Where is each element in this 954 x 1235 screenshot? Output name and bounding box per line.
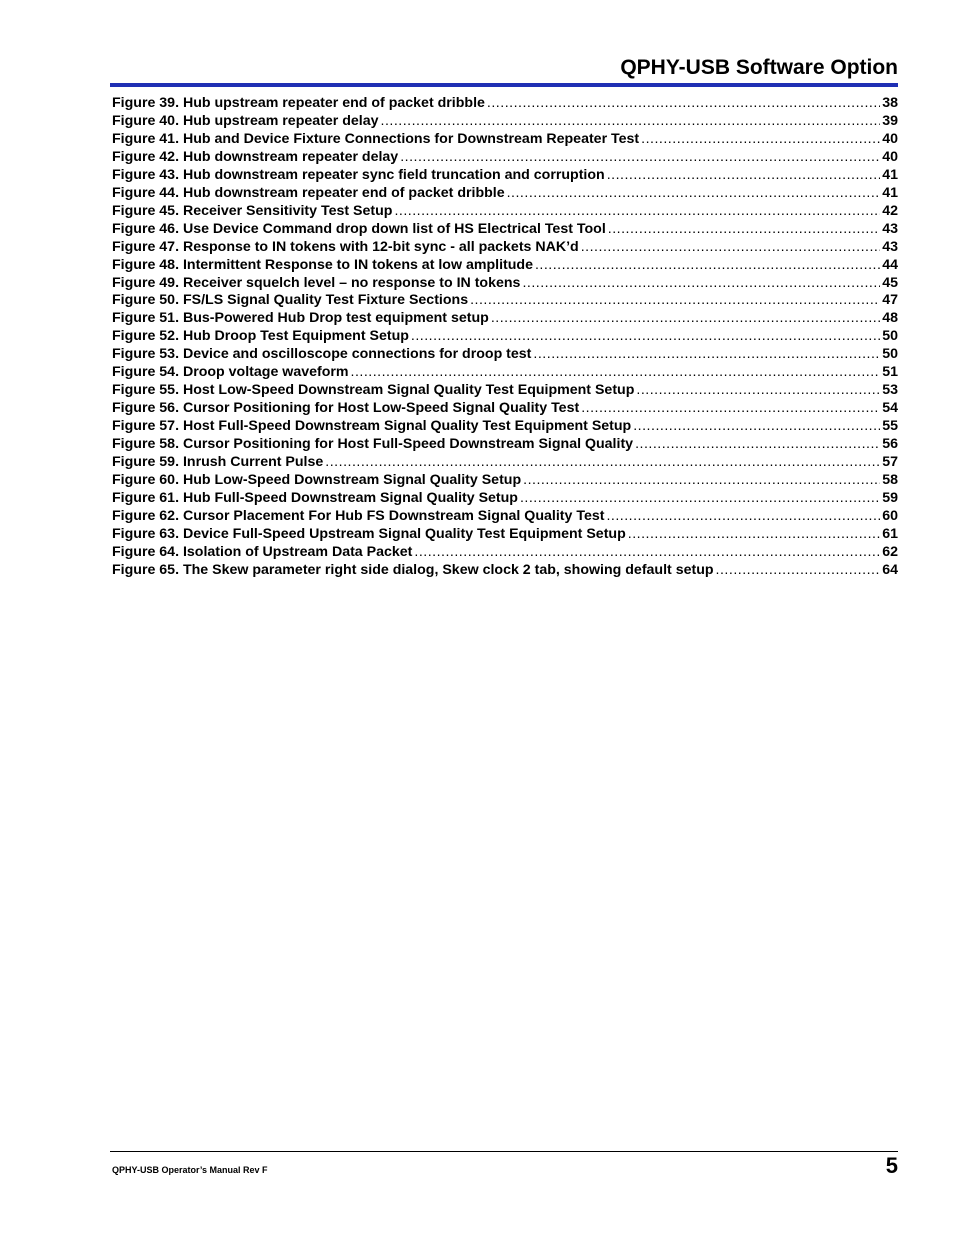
toc-entry-page: 41 [882, 184, 898, 201]
toc-entry-page: 57 [882, 454, 898, 471]
toc-entry-title: Figure 50. FS/LS Signal Quality Test Fixture Sections [112, 292, 469, 309]
toc-dot-leader [716, 562, 881, 580]
toc-dot-leader [414, 544, 880, 562]
toc-entry-title: Figure 45. Receiver Sensitivity Test Setup [112, 202, 393, 219]
toc-entry[interactable] [112, 364, 898, 382]
toc-entry[interactable] [112, 239, 898, 257]
toc-entry-title: Figure 60. Hub Low-Speed Downstream Signal Quality Setup [112, 472, 522, 489]
toc-entry-title: Figure 54. Droop voltage waveform [112, 364, 349, 381]
toc-entry-page: 58 [882, 472, 898, 489]
toc-entry[interactable] [112, 382, 898, 400]
toc-entry-title: Figure 57. Host Full-Speed Downstream Signal Quality Test Equipment Setup [112, 418, 632, 435]
toc-entry-title: Figure 39. Hub upstream repeater end of packet dribble [112, 95, 485, 111]
toc-entry[interactable] [112, 149, 898, 167]
toc-entry-page: 40 [882, 130, 898, 147]
toc-entry-page: 61 [882, 525, 898, 542]
toc-entry-title: Figure 49. Receiver squelch level – no response to IN tokens [112, 274, 521, 291]
toc-entry[interactable] [112, 167, 898, 185]
toc-entry[interactable] [112, 562, 898, 580]
toc-entry[interactable] [112, 203, 898, 221]
toc-entry-page: 51 [882, 364, 898, 381]
toc-entry[interactable] [112, 490, 898, 508]
toc-entry-page: 50 [882, 328, 898, 345]
toc-dot-leader [487, 95, 880, 113]
toc-entry-page: 45 [882, 274, 898, 291]
toc-dot-leader [581, 400, 880, 418]
toc-entry[interactable] [112, 328, 898, 346]
toc-entry[interactable] [112, 418, 898, 436]
toc-entry-page: 48 [882, 310, 898, 327]
footer-manual-title: QPHY-USB Operator’s Manual Rev F [112, 1165, 268, 1175]
toc-dot-leader [641, 131, 880, 149]
toc-entry-title: Figure 40. Hub upstream repeater delay [112, 112, 379, 129]
toc-entry[interactable] [112, 544, 898, 562]
toc-entry-page: 47 [882, 292, 898, 309]
toc-entry-title: Figure 47. Response to IN tokens with 12-bit sync - all packets NAK’d [112, 238, 579, 255]
toc-entry-title: Figure 62. Cursor Placement For Hub FS Downstream Signal Quality Test [112, 507, 605, 524]
toc-dot-leader [522, 275, 880, 293]
footer-page-number: 5 [885, 1153, 898, 1178]
toc-dot-leader [581, 239, 880, 257]
toc-entry-page: 43 [882, 238, 898, 255]
toc-entry-page: 40 [882, 148, 898, 165]
toc-entry-title: Figure 52. Hub Droop Test Equipment Setup [112, 328, 409, 345]
page-header-title: QPHY-USB Software Option [620, 56, 898, 79]
toc-entry[interactable] [112, 131, 898, 149]
toc-entry-title: Figure 61. Hub Full-Speed Downstream Signal Quality Setup [112, 489, 518, 506]
toc-entry[interactable] [112, 310, 898, 328]
toc-entry-page: 50 [882, 346, 898, 363]
toc-entry[interactable] [112, 113, 898, 131]
toc-entry[interactable] [112, 526, 898, 544]
toc-entry-page: 38 [882, 95, 898, 111]
toc-entry-title: Figure 64. Isolation of Upstream Data Packet [112, 543, 413, 560]
toc-entry-page: 44 [882, 256, 898, 273]
toc-dot-leader [394, 203, 880, 221]
toc-dot-leader [635, 436, 880, 454]
toc-entry[interactable] [112, 436, 898, 454]
footer-rule [110, 1151, 898, 1152]
toc-entry-page: 53 [882, 382, 898, 399]
toc-entry-page: 64 [882, 561, 898, 578]
toc-dot-leader [507, 185, 881, 203]
header-rule [110, 83, 898, 87]
toc-dot-leader [351, 364, 881, 382]
toc-entry-page: 41 [882, 166, 898, 183]
toc-entry[interactable] [112, 508, 898, 526]
toc-entry-title: Figure 58. Cursor Positioning for Host Full-Speed Downstream Signal Quality [112, 436, 634, 453]
toc-entry-title: Figure 48. Intermittent Response to IN tokens at low amplitude [112, 256, 533, 273]
toc-entry-title: Figure 65. The Skew parameter right side dialog, Skew clock 2 tab, showing default setup [112, 561, 714, 578]
toc-dot-leader [606, 508, 880, 526]
toc-entry[interactable] [112, 346, 898, 364]
toc-dot-leader [325, 454, 880, 472]
toc-entry-page: 60 [882, 507, 898, 524]
toc-entry[interactable] [112, 472, 898, 490]
toc-entry[interactable] [112, 400, 898, 418]
toc-dot-leader [523, 472, 880, 490]
toc-entry-title: Figure 42. Hub downstream repeater delay [112, 148, 399, 165]
toc-entry-title: Figure 59. Inrush Current Pulse [112, 454, 324, 471]
toc-dot-leader [381, 113, 881, 131]
toc-dot-leader [628, 526, 880, 544]
toc-entry-title: Figure 44. Hub downstream repeater end of packet dribble [112, 184, 505, 201]
toc-entry[interactable] [112, 95, 898, 113]
toc-entry-title: Figure 46. Use Device Command drop down list of HS Electrical Test Tool [112, 220, 606, 237]
toc-entry-title: Figure 51. Bus-Powered Hub Drop test equipment setup [112, 310, 489, 327]
toc-dot-leader [633, 418, 880, 436]
toc-dot-leader [608, 221, 880, 239]
toc-entry[interactable] [112, 221, 898, 239]
toc-entry-page: 62 [882, 543, 898, 560]
toc-dot-leader [607, 167, 881, 185]
toc-entry-title: Figure 56. Cursor Positioning for Host Low-Speed Signal Quality Test [112, 400, 580, 417]
toc-entry-page: 39 [882, 112, 898, 129]
toc-entry-page: 55 [882, 418, 898, 435]
toc-entry[interactable] [112, 292, 898, 310]
toc-dot-leader [535, 257, 880, 275]
toc-dot-leader [491, 310, 880, 328]
toc-entry-title: Figure 53. Device and oscilloscope connections for droop test [112, 346, 532, 363]
toc-entry-title: Figure 43. Hub downstream repeater sync field truncation and corruption [112, 166, 605, 183]
toc-entry-title: Figure 41. Hub and Device Fixture Connections for Downstream Repeater Test [112, 130, 640, 147]
toc-dot-leader [636, 382, 880, 400]
toc-dot-leader [470, 292, 880, 310]
toc-entry[interactable] [112, 185, 898, 203]
toc-entry-page: 42 [882, 202, 898, 219]
toc-dot-leader [411, 328, 880, 346]
toc-entry-title: Figure 63. Device Full-Speed Upstream Signal Quality Test Equipment Setup [112, 525, 626, 542]
toc-entry-title: Figure 55. Host Low-Speed Downstream Signal Quality Test Equipment Setup [112, 382, 635, 399]
toc-entry-page: 43 [882, 220, 898, 237]
toc-entry[interactable] [112, 275, 898, 293]
toc-dot-leader [520, 490, 880, 508]
toc-entry[interactable] [112, 257, 898, 275]
toc-entry-page: 56 [882, 436, 898, 453]
toc-dot-leader [533, 346, 880, 364]
toc-dot-leader [400, 149, 880, 167]
toc-entry-page: 54 [882, 400, 898, 417]
table-of-figures [112, 95, 898, 580]
toc-entry-page: 59 [882, 489, 898, 506]
toc-entry[interactable] [112, 454, 898, 472]
